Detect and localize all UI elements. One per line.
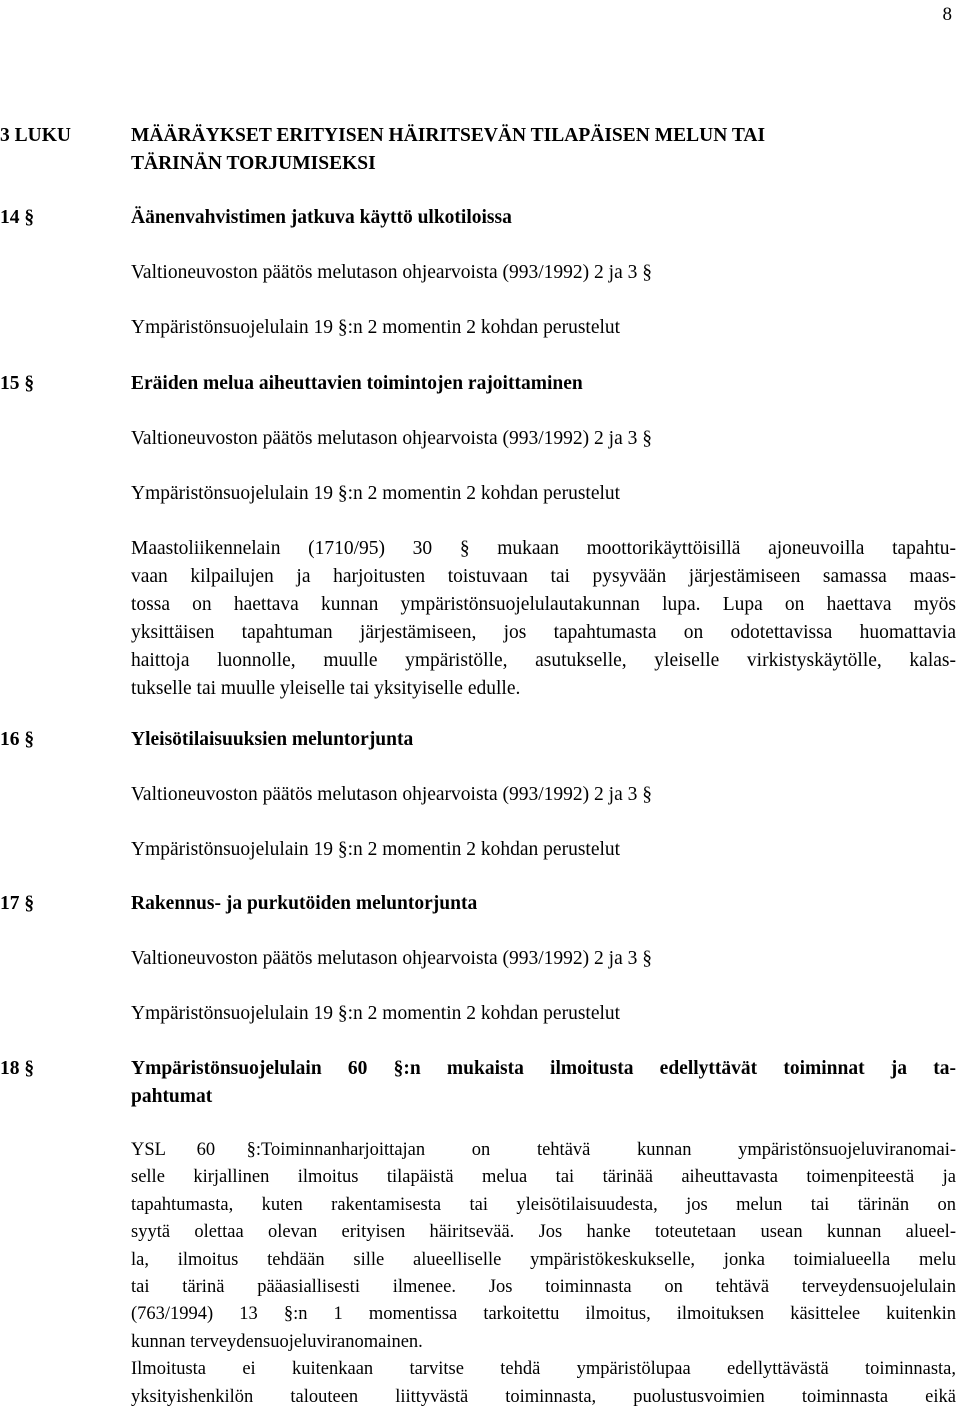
section-number: 15 § [0,373,35,394]
paragraph-line: tukselle tai muulle yleiselle tai yksityiselle edulle. [131,678,521,699]
paragraph-line: vaan kilpailujen ja harjoitusten toistuvaan tai pysyvään järjestämiseen samassa maas- [131,566,956,587]
paragraph-line: yksityishenkilön talouteen liittyvästä toiminnasta, puolustusvoimien toiminnasta eikä [131,1386,956,1407]
section-number: 16 § [0,729,35,750]
section-17-reference-1: Valtioneuvoston päätös melutason ohjearvoista (993/1992) 2 ja 3 § [131,948,652,969]
paragraph-line: tapahtumasta, kuten rakentamisesta tai yleisötilaisuudesta, jos melun tai tärinän on [131,1194,956,1215]
paragraph-line: tai tärinä pääasiallisesti ilmenee. Jos toiminnasta on tehtävä terveydensuojelulain [131,1277,956,1298]
paragraph-line: la, ilmoitus tehdään sille alueelliselle ympäristökeskukselle, jonka toimialueella melu [131,1249,956,1270]
section-15-reference-2: Ympäristönsuojelulain 19 §:n 2 momentin 2 kohdan perustelut [131,483,621,504]
section-15-paragraph [131,535,956,703]
paragraph-line: haittoja luonnolle, muulle ympäristölle, asutukselle, yleiselle virkistyskäytölle, kalas- [131,650,956,671]
paragraph-line [131,1137,956,1164]
section-title: Yleisötilaisuuksien meluntorjunta [131,729,414,750]
paragraph-line: tossa on haettava kunnan ympäristönsuojelulautakunnan lupa. Lupa on haettava myös [131,594,956,615]
section-title: Äänenvahvistimen jatkuva käyttö ulkotiloissa [131,207,512,228]
section-title-line-1: Ympäristönsuojelulain 60 §:n mukaista ilmoitusta edellyttävät toiminnat ja ta- [131,1058,956,1079]
section-15-reference-1: Valtioneuvoston päätös melutason ohjearvoista (993/1992) 2 ja 3 § [131,428,652,449]
section-18-ysl-paragraph [131,1137,956,1411]
paragraph-line: syytä olettaa olevan erityisen häiritsevää. Jos hanke toteutetaan usean kunnan alueel- [131,1222,956,1243]
page-number: 8 [942,4,952,25]
section-number: 18 § [0,1058,35,1079]
chapter-number: 3 LUKU [0,125,71,146]
paragraph-line: kunnan terveydensuojeluviranomainen. [131,1331,423,1352]
section-14-reference-1: Valtioneuvoston päätös melutason ohjearvoista (993/1992) 2 ja 3 § [131,262,652,283]
chapter-title-line-1: MÄÄRÄYKSET ERITYISEN HÄIRITSEVÄN TILAPÄISEN MELUN TAI [131,125,766,146]
section-title-line-2: pahtumat [131,1086,213,1107]
section-title: Eräiden melua aiheuttavien toimintojen rajoittaminen [131,373,583,394]
paragraph-line: (763/1994) 13 §:n 1 momentissa tarkoitettu ilmoitus, ilmoituksen käsittelee kuitenkin [131,1304,956,1325]
section-16-reference-2: Ympäristönsuojelulain 19 §:n 2 momentin 2 kohdan perustelut [131,839,621,860]
ysl-label: YSL 60 §: [131,1140,261,1160]
paragraph-line: selle kirjallinen ilmoitus tilapäistä melua tai tärinää aiheuttavasta toimenpiteestä ja [131,1167,956,1188]
section-number: 14 § [0,207,35,228]
chapter-title-line-2: TÄRINÄN TORJUMISEKSI [131,153,376,174]
section-16-reference-1: Valtioneuvoston päätös melutason ohjearvoista (993/1992) 2 ja 3 § [131,784,652,805]
paragraph-line: yksittäisen tapahtuman järjestämiseen, jos tapahtumasta on odotettavissa huomattavia [131,622,956,643]
section-number: 17 § [0,893,35,914]
section-17-reference-2: Ympäristönsuojelulain 19 §:n 2 momentin 2 kohdan perustelut [131,1003,621,1024]
section-title: Rakennus- ja purkutöiden meluntorjunta [131,893,478,914]
paragraph-line: Ilmoitusta ei kuitenkaan tarvitse tehdä ympäristölupaa edellyttävästä toiminnasta, [131,1359,956,1380]
section-14-reference-2: Ympäristönsuojelulain 19 §:n 2 momentin 2 kohdan perustelut [131,317,621,338]
ysl-first-line-text: Toiminnanharjoittajan on tehtävä kunnan ympäristönsuojeluviranomai- [261,1140,956,1160]
paragraph-line: Maastoliikennelain (1710/95) 30 § mukaan moottorikäyttöisillä ajoneuvoilla tapahtu- [131,538,956,559]
